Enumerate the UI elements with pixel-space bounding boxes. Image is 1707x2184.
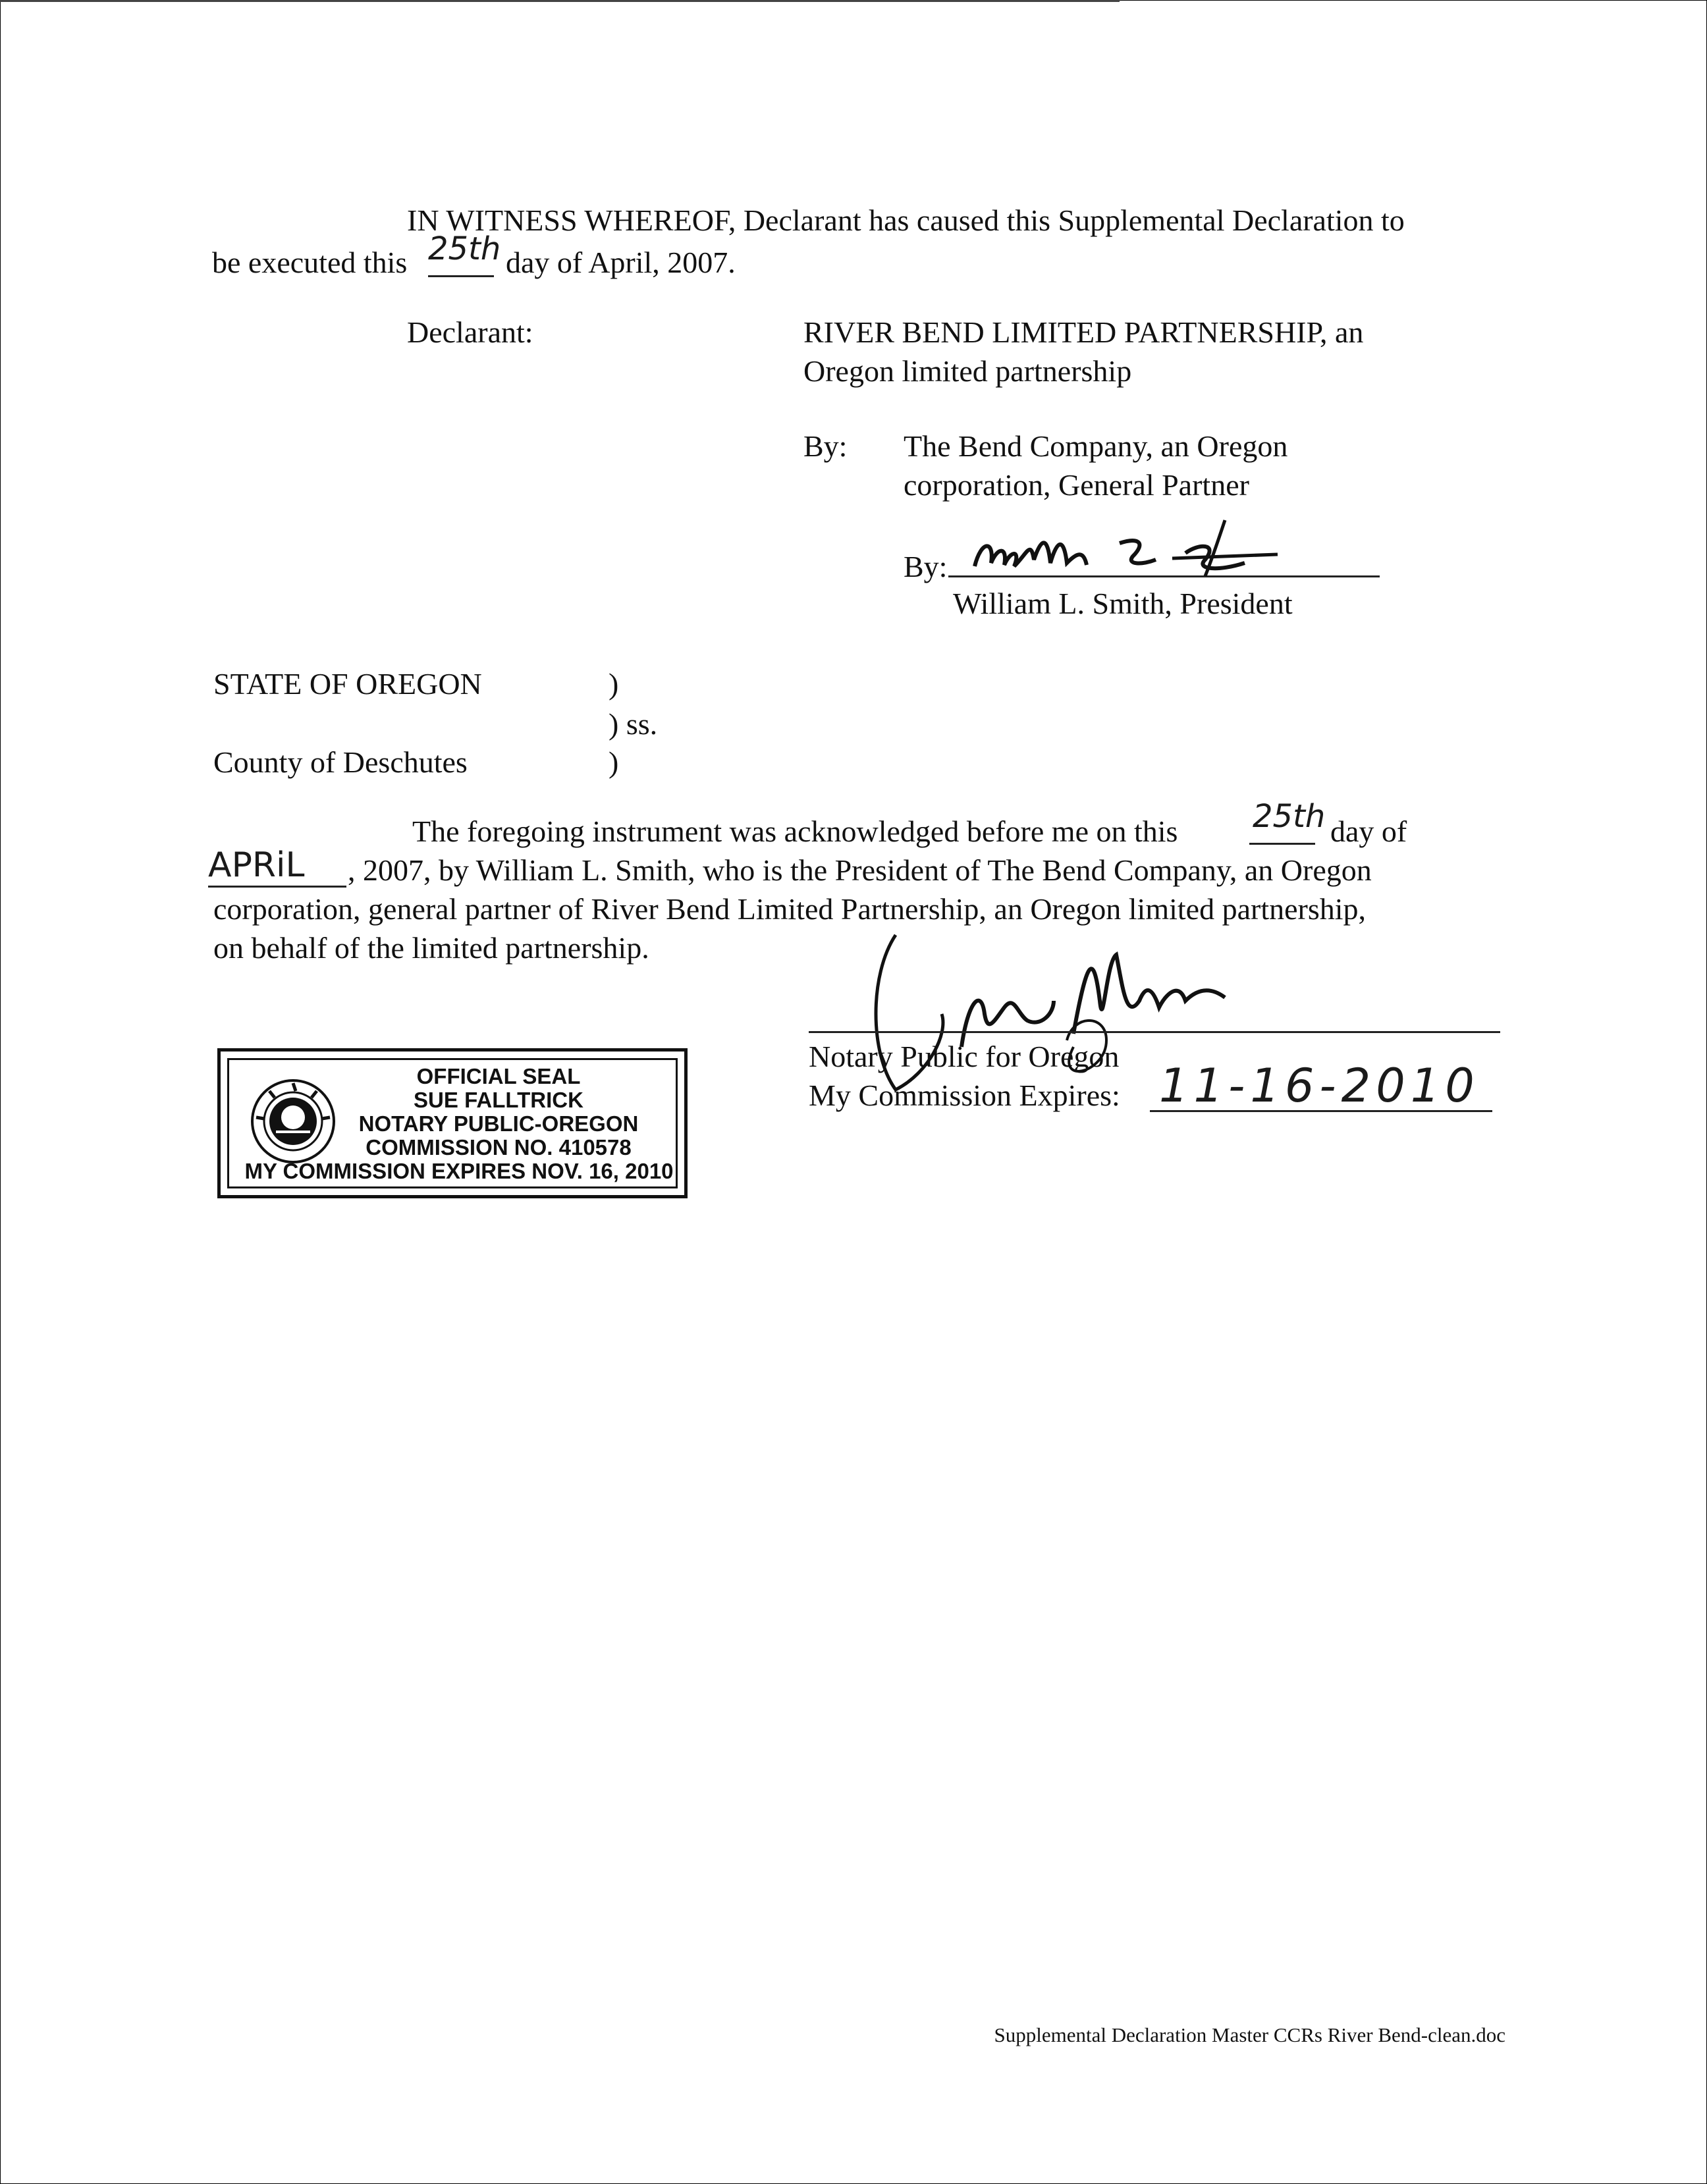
witness-day-underline xyxy=(428,275,494,277)
ack-day-handwritten: 25th xyxy=(1253,798,1326,835)
declarant-name-line-1: RIVER BEND LIMITED PARTNERSHIP, an xyxy=(803,315,1364,349)
ack-month-handwritten: APRiL xyxy=(208,845,305,885)
signer-by-label: By: xyxy=(904,550,948,583)
witness-line-2-end: day of April, 2007. xyxy=(506,246,736,279)
witness-line-2-start: be executed this xyxy=(212,246,408,279)
ack-line-1-start: The foregoing instrument was acknowledged before me on this xyxy=(412,814,1178,848)
venue-ss: ) ss. xyxy=(609,707,658,741)
notary-expires-label: My Commission Expires: xyxy=(809,1079,1120,1112)
seal-line-1: OFFICIAL SEAL xyxy=(416,1064,581,1088)
ack-day-underline xyxy=(1249,843,1315,845)
ack-line-3: corporation, general partner of River Bend Limited Partnership, an Oregon limited partnership, xyxy=(213,892,1367,926)
witness-line-1: IN WITNESS WHEREOF, Declarant has caused this Supplemental Declaration to xyxy=(407,203,1405,237)
notary-expires-underline xyxy=(1150,1110,1492,1112)
signer-signature xyxy=(968,514,1337,586)
declarant-label: Declarant: xyxy=(407,315,533,349)
venue-paren-1: ) xyxy=(609,667,619,701)
official-seal-stamp xyxy=(217,1048,688,1198)
seal-line-5: MY COMMISSION EXPIRES NOV. 16, 2010 xyxy=(244,1159,674,1183)
notary-expires-handwritten: 11-16-2010 xyxy=(1159,1059,1480,1113)
notary-signature-line xyxy=(809,1031,1500,1033)
venue-paren-2: ) xyxy=(609,745,619,779)
venue-county: County of Deschutes xyxy=(213,745,468,779)
declarant-name-line-2: Oregon limited partnership xyxy=(803,354,1132,388)
ack-line-4: on behalf of the limited partnership. xyxy=(213,931,649,965)
seal-line-4: COMMISSION NO. 410578 xyxy=(366,1135,632,1159)
ack-line-2: , 2007, by William L. Smith, who is the President of The Bend Company, an Oregon xyxy=(348,853,1372,887)
signer-name: William L. Smith, President xyxy=(953,587,1293,620)
by-label: By: xyxy=(803,429,848,463)
seal-line-3: NOTARY PUBLIC-OREGON xyxy=(358,1111,639,1136)
venue-state: STATE OF OREGON xyxy=(213,667,482,701)
scan-top-edge xyxy=(0,0,1120,2)
witness-day-handwritten: 25th xyxy=(428,230,501,267)
company-line-1: The Bend Company, an Oregon xyxy=(904,429,1288,463)
ack-line-1-end: day of xyxy=(1330,814,1407,848)
company-line-2: corporation, General Partner xyxy=(904,468,1249,502)
footer-filename: Supplemental Declaration Master CCRs River Bend-clean.doc xyxy=(994,2023,1505,2046)
seal-line-2: SUE FALLTRICK xyxy=(414,1088,583,1112)
notary-title: Notary Public for Oregon xyxy=(809,1040,1120,1073)
ack-month-underline xyxy=(208,886,346,888)
